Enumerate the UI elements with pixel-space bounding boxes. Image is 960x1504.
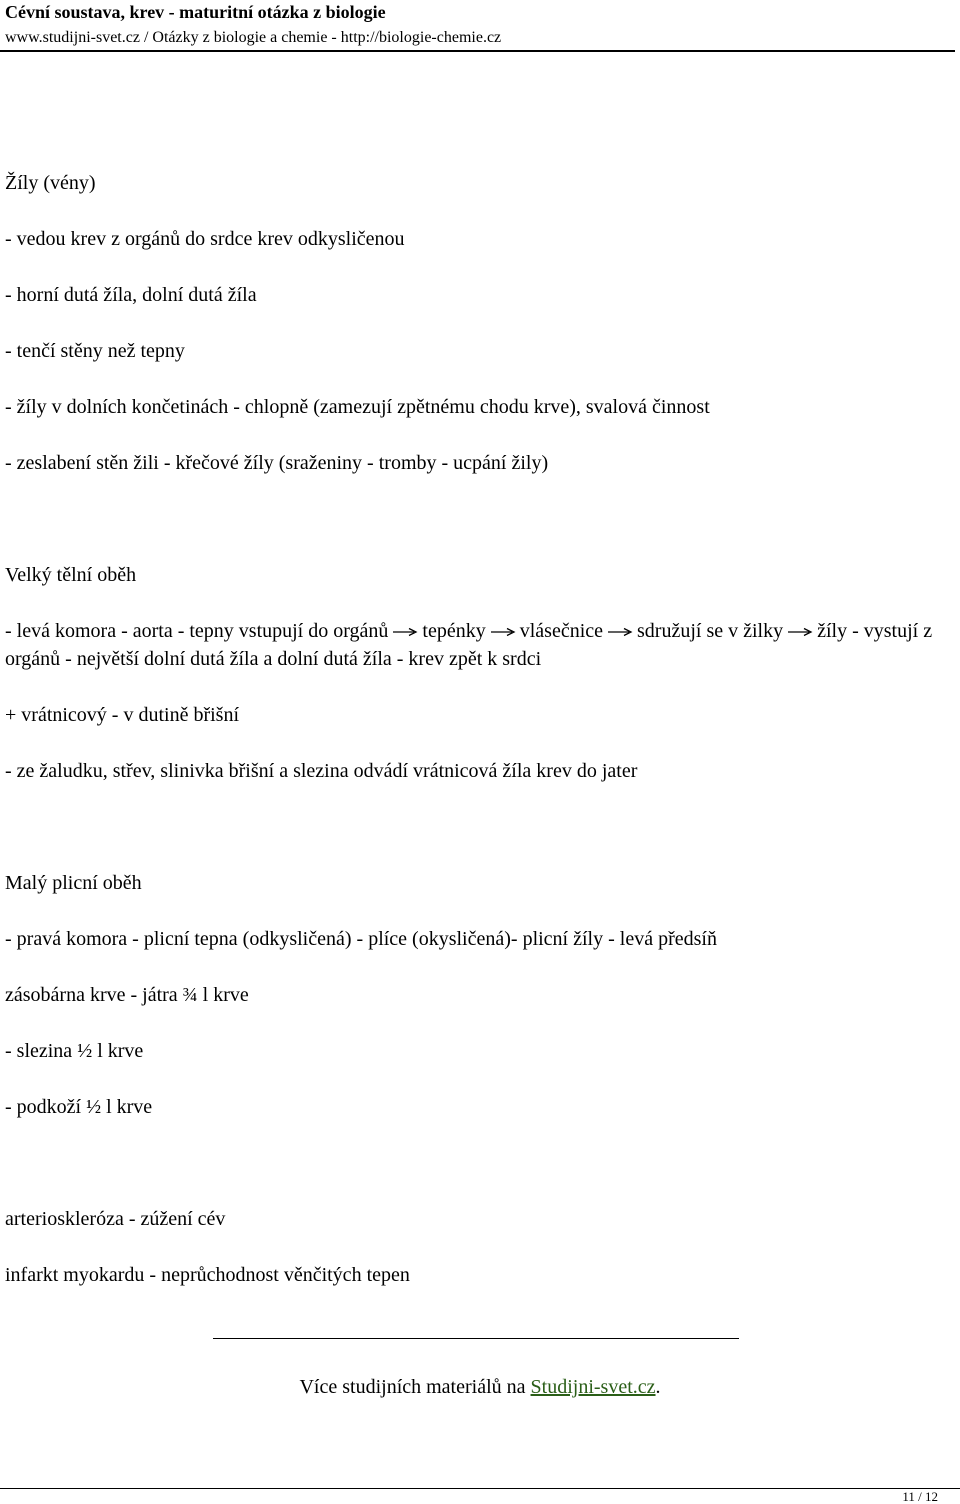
more-materials-note — [0, 1374, 960, 1400]
pulmonary-circulation-heading: Malý plicní oběh — [5, 872, 142, 894]
portal-circulation-detail: - ze žaludku, střev, slinivka břišní a slezina odvádí vrátnicová žíla krev do jater — [5, 760, 638, 782]
portal-circulation-line: + vrátnicový - v dutině břišní — [5, 704, 240, 726]
systemic-circulation-heading: Velký tělní oběh — [5, 564, 137, 586]
systemic-circulation-flow — [5, 617, 950, 673]
flow-text: tepénky — [422, 620, 486, 642]
arrow-right-icon — [392, 627, 418, 637]
document-source: www.studijni-svet.cz / Otázky z biologie a chemie - http://biologie-chemie.cz — [5, 29, 502, 46]
flow-text: - levá komora - aorta - tepny vstupují do orgánů — [5, 620, 389, 642]
veins-item: - žíly v dolních končetinách - chlopně (zamezují zpětnému chodu krve), svalová činnost — [5, 396, 710, 418]
page-bottom-divider — [0, 1488, 960, 1489]
veins-item: - horní dutá žíla, dolní dutá žíla — [5, 284, 257, 306]
document-title: Cévní soustava, krev - maturitní otázka z biologie — [5, 2, 386, 22]
disease-item: infarkt myokardu - neprůchodnost věnčitých tepen — [5, 1264, 410, 1286]
page-number: 11 / 12 — [902, 1489, 938, 1504]
arrow-right-icon — [490, 627, 516, 637]
pulmonary-circulation-flow: - pravá komora - plicní tepna (odkysličená) - plíce (okysličená)- plicní žíly - levá předsíň — [5, 928, 717, 950]
more-materials-suffix: . — [655, 1376, 661, 1398]
page-header — [5, 0, 957, 48]
flow-text: žíly - vystují z orgánů - největší dolní dutá žíla a dolní dutá žíla - krev zpět k srdci — [5, 620, 933, 670]
header-divider — [0, 50, 955, 52]
disease-item: arterioskleróza - zúžení cév — [5, 1208, 226, 1230]
studijni-svet-link[interactable]: Studijni-svet.cz — [530, 1376, 656, 1398]
more-materials-text: Více studijních materiálů na — [299, 1376, 531, 1398]
veins-item: - tenčí stěny než tepny — [5, 340, 185, 362]
veins-item: - vedou krev z orgánů do srdce krev odkysličenou — [5, 228, 405, 250]
blood-storage-item: zásobárna krve - játra ¾ l krve — [5, 984, 249, 1006]
flow-text: sdružují se v žilky — [637, 620, 784, 642]
veins-heading: Žíly (vény) — [5, 172, 96, 194]
footer-divider — [213, 1338, 739, 1339]
veins-item: - zeslabení stěn žili - křečové žíly (sraženiny - tromby - ucpání žily) — [5, 452, 549, 474]
flow-text: vlásečnice — [519, 620, 604, 642]
arrow-right-icon — [607, 627, 633, 637]
blood-storage-item: - podkoží ½ l krve — [5, 1096, 153, 1118]
blood-storage-item: - slezina ½ l krve — [5, 1040, 144, 1062]
arrow-right-icon — [787, 627, 813, 637]
